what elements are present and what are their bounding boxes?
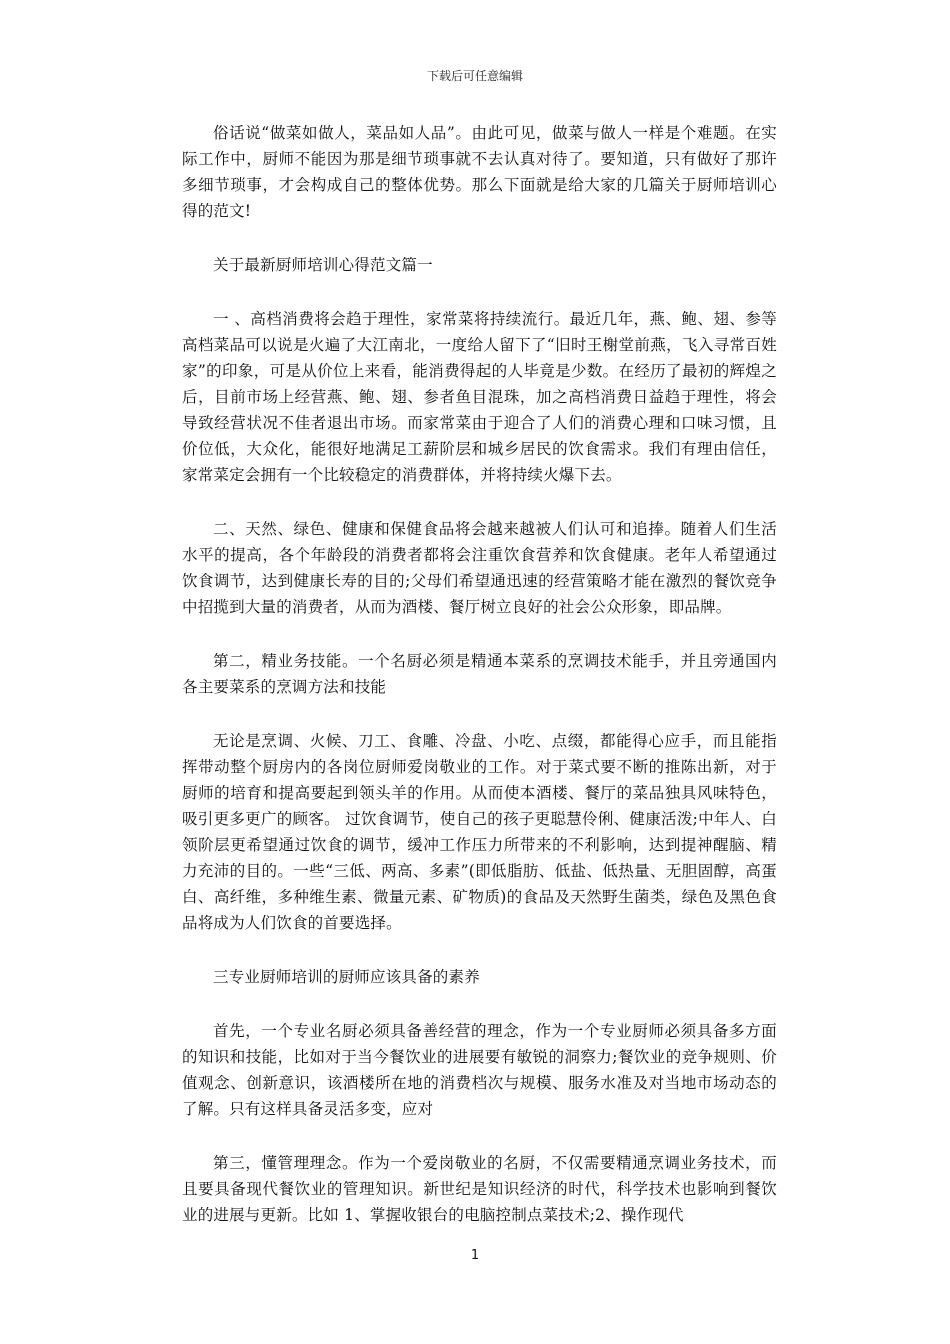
body-paragraph: 第二，精业务技能。一个名厨必须是精通本菜系的烹调技术能手，并且旁通国内各主要菜系的烹调方法和技能 xyxy=(182,652,777,696)
intro-paragraph: 俗话说“做菜如做人，菜品如人品”。由此可见，做菜与做人一样是个难题。在实际工作中，厨师不能因为那是细节琐事就不去认真对待了。要知道，只有做好了那许多细节琐事，才会构成自己的整体优势。那么下面就是给大家的几篇关于厨师培训心得的范文! xyxy=(182,124,777,220)
body-paragraph: 一 、高档消费将会趋于理性，家常菜将持续流行。最近几年，燕、鲍、翅、参等高档菜品可以说是火遍了大江南北，一度给人留下了“旧时王榭堂前燕，飞入寻常百姓家”的印象，可是从价位上来看，能消费得起的人毕竟是少数。在经历了最初的辉煌之后，目前市场上经营燕、鲍、翅、参者鱼目混珠，加之高档消费日益趋于理性，将会导致经营状况不佳者退出市场。而家常菜由于迎合了人们的消费心理和口味习惯，且价位低，大众化，能很好地满足工薪阶层和城乡居民的饮食需求。我们有理由信任，家常菜定会拥有一个比较稳定的消费群体，并将持续火爆下去。 xyxy=(182,310,777,484)
page-number: 1 xyxy=(470,1248,480,1263)
body-paragraph: 二、天然、绿色、健康和保健食品将会越来越被人们认可和追捧。随着人们生活水平的提高，各个年龄段的消费者都将会注重饮食营养和饮食健康。老年人希望通过饮食调节，达到健康长寿的目的;父母们希望通迅速的经营策略才能在激烈的餐饮竞争中招揽到大量的消费者，从而为酒楼、餐厅树立良好的社会公众形象，即品牌。 xyxy=(182,520,777,616)
section-heading-3: 三专业厨师培训的厨师应该具备的素养 xyxy=(213,968,480,986)
body-paragraph: 首先，一个专业名厨必须具备善经营的理念，作为一个专业厨师必须具备多方面的知识和技能，比如对于当今餐饮业的进展要有敏锐的洞察力;餐饮业的竞争规则、价值观念、创新意识，该酒楼所在地的消费档次与规模、服务水准及对当地市场动态的了解。只有这样具备灵活多变，应对 xyxy=(182,1022,777,1118)
page-header: 下载后可任意编辑 xyxy=(426,69,523,83)
body-paragraph: 第三，懂管理理念。作为一个爱岗敬业的名厨，不仅需要精通烹调业务技术，而且要具备现代餐饮业的管理知识。新世纪是知识经济的时代，科学技术也影响到餐饮业的进展与更新。比如 1、掌握收银台的电脑控制点菜技术;2、操作现代 xyxy=(182,1154,777,1224)
section-heading-1: 关于最新厨师培训心得范文篇一 xyxy=(213,256,433,274)
document-body xyxy=(182,120,777,1256)
body-paragraph: 无论是烹调、火候、刀工、食雕、冷盘、小吃、点缀，都能得心应手，而且能指挥带动整个厨房内的各岗位厨师爱岗敬业的工作。对于菜式要不断的推陈出新，对于厨师的培育和提高要起到领头羊的作用。从而使本酒楼、餐厅的菜品独具风味特色，吸引更多更广的顾客。 过饮食调节，使自己的孩子更聪慧伶俐、健康活泼;中年人、白领阶层更希望通过饮食的调节，缓冲工作压力所带来的不利影响，达到提神醒脑、精力充沛的目的。一些“三低、两高、多素”(即低脂肪、低盐、低热量、无胆固醇，高蛋白、高纤维，多种维生素、微量元素、矿物质)的食品及天然野生菌类，绿色及黑色食品将成为人们饮食的首要选择。 xyxy=(182,732,777,932)
